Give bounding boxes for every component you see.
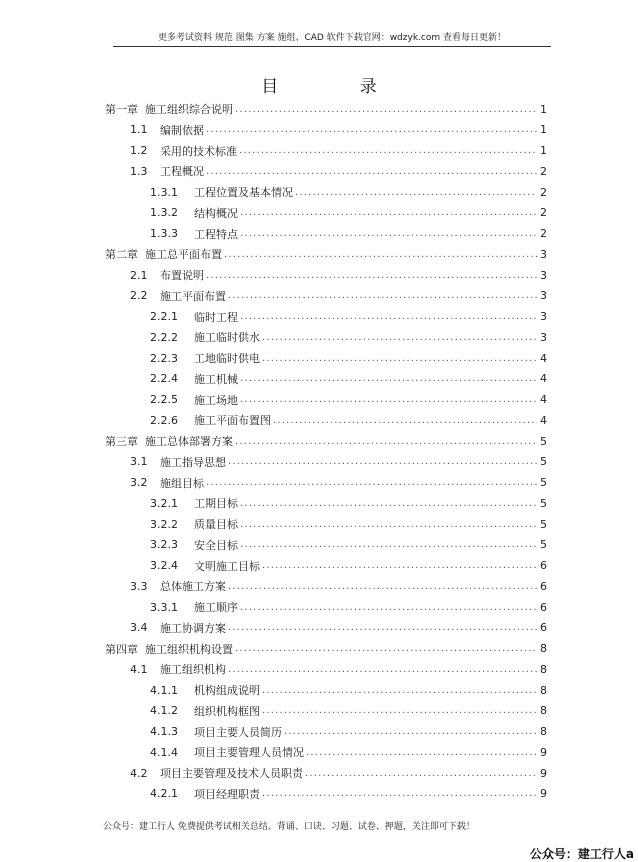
toc-leader-dots (235, 436, 537, 447)
toc-entry[interactable] (150, 224, 547, 244)
toc-entry-page: 2 (540, 227, 547, 240)
toc-leader-dots (240, 394, 537, 405)
toc-entry-page: 3 (540, 247, 547, 261)
toc-entry-page: 6 (540, 600, 547, 614)
toc-entry[interactable] (150, 784, 547, 804)
toc-entry-page: 1 (540, 102, 547, 116)
toc-entry-number: 1.3 (130, 164, 148, 178)
toc-leader-dots (206, 477, 537, 488)
toc-leader-dots (262, 353, 537, 364)
toc-leader-dots (206, 124, 537, 135)
toc-entry-title: 组织机构框图 (194, 704, 260, 718)
toc-entry[interactable] (105, 244, 547, 264)
toc-entry-number: 3.2.3 (150, 538, 178, 552)
toc-entry-number: 2.2 (130, 289, 148, 303)
toc-entry-page: 6 (540, 559, 547, 572)
toc-entry[interactable] (130, 265, 547, 285)
toc-entry-page: 6 (540, 621, 547, 635)
toc-entry-number: 2.2.3 (150, 351, 178, 365)
toc-entry-number: 4.2 (130, 766, 148, 780)
toc-entry-page: 8 (540, 662, 547, 676)
toc-entry-page: 3 (540, 289, 547, 303)
toc-entry-number: 1.2 (130, 144, 148, 157)
toc-entry-number: 3.2 (130, 476, 148, 489)
toc-entry-number: 2.2.2 (150, 330, 178, 344)
toc-entry-page: 8 (540, 725, 547, 738)
toc-entry-page: 5 (540, 455, 547, 469)
toc-entry-title: 质量目标 (194, 518, 238, 531)
toc-leader-dots (284, 726, 537, 737)
toc-entry-title: 工程特点 (194, 227, 238, 241)
toc-entry-title: 施工协调方案 (160, 621, 226, 635)
toc-entry-number: 4.1.3 (150, 725, 178, 738)
toc-entry[interactable] (130, 763, 547, 783)
toc-entry-page: 8 (540, 704, 547, 718)
toc-entry-page: 4 (540, 393, 547, 406)
toc-entry-title: 施工组织机构设置 (145, 642, 233, 656)
toc-entry-title: 布置说明 (160, 269, 204, 282)
toc-entry-title: 施组目标 (160, 476, 204, 490)
toc-leader-dots (228, 456, 537, 467)
toc-leader-dots (262, 705, 537, 716)
toc-entry-page: 8 (540, 683, 547, 697)
toc-leader-dots (206, 270, 537, 281)
toc-entry-number: 3.2.2 (150, 517, 178, 531)
toc-entry-page: 5 (540, 517, 547, 531)
toc-leader-dots (228, 581, 537, 592)
toc-entry-number: 3.2.4 (150, 559, 178, 572)
toc-entry-number: 2.1 (130, 268, 148, 282)
toc-entry-title: 施工平面布置 (160, 289, 226, 303)
toc-entry[interactable] (105, 639, 547, 659)
toc-entry[interactable] (150, 348, 547, 368)
toc-entry[interactable] (130, 161, 547, 181)
toc-entry[interactable] (150, 535, 547, 555)
toc-entry-title: 施工组织综合说明 (145, 103, 233, 116)
toc-leader-dots (273, 415, 537, 426)
toc-leader-dots (240, 602, 537, 613)
toc-entry-title: 机构组成说明 (194, 684, 260, 697)
page-footer: 公众号：建工行人 免费提供考试相关总结、背诵、口诀、习题、试卷、押题，关注即可下载！ (103, 822, 475, 832)
toc-entry[interactable] (130, 141, 547, 161)
toc-leader-dots (235, 643, 537, 654)
toc-entry-number: 3.4 (130, 621, 148, 635)
toc-entry-title: 施工总体部署方案 (145, 435, 233, 448)
toc-entry[interactable] (150, 327, 547, 347)
toc-entry[interactable] (130, 618, 547, 638)
toc-entry-title: 工程位置及基本情况 (194, 186, 293, 199)
toc-leader-dots (240, 207, 537, 218)
watermark-text: 公众号：建工行人a (529, 847, 634, 861)
toc-entry[interactable] (150, 514, 547, 534)
toc-entry-number: 2.2.1 (150, 310, 178, 323)
toc-leader-dots (262, 560, 537, 571)
toc-entry-page: 1 (540, 144, 547, 157)
toc-leader-dots (235, 104, 537, 115)
toc-leader-dots (239, 145, 537, 156)
toc-entry-page: 4 (540, 372, 547, 386)
toc-leader-dots (305, 768, 537, 779)
toc-leader-dots (240, 519, 537, 530)
toc-entry-number: 1.3.3 (150, 227, 178, 240)
toc-entry-page: 2 (540, 206, 547, 220)
toc-entry-number: 4.2.1 (150, 787, 178, 801)
toc-entry-title: 临时工程 (194, 310, 238, 324)
toc-entry-number: 1.3.1 (150, 185, 178, 199)
toc-entry-number: 2.2.6 (150, 413, 178, 427)
toc-entry-title: 工地临时供电 (194, 352, 260, 365)
toc-entry-number: 1.3.2 (150, 206, 178, 220)
toc-entry-number: 第四章 (105, 642, 138, 656)
toc-entry-title: 结构概况 (194, 206, 238, 220)
toc-leader-dots (295, 187, 537, 198)
toc-entry-title: 总体施工方案 (160, 580, 226, 594)
toc-leader-dots (240, 311, 537, 322)
toc-entry[interactable] (130, 659, 547, 679)
toc-entry-title: 项目经理职责 (194, 787, 260, 801)
toc-entry-page: 2 (540, 164, 547, 178)
toc-entry-page: 4 (540, 413, 547, 427)
toc-entry[interactable] (150, 742, 547, 762)
toc-entry-number: 4.1.4 (150, 745, 178, 759)
toc-entry[interactable] (105, 431, 547, 451)
toc-entry-number: 第二章 (105, 248, 138, 262)
toc-leader-dots (240, 228, 537, 239)
toc-entry-page: 5 (540, 434, 547, 448)
toc-entry-page: 2 (540, 185, 547, 199)
toc-entry[interactable] (105, 99, 547, 119)
toc-entry-page: 9 (540, 766, 547, 780)
toc-entry[interactable] (150, 556, 547, 576)
toc-entry-number: 4.1 (130, 662, 148, 676)
toc-entry-number: 3.3 (130, 579, 148, 593)
toc-leader-dots (224, 249, 537, 260)
toc-leader-dots (262, 788, 537, 799)
toc-entry-page: 1 (540, 123, 547, 137)
toc-leader-dots (262, 332, 537, 343)
toc-entry-page: 3 (540, 330, 547, 344)
toc-entry-number: 第三章 (105, 435, 138, 448)
toc-entry-title: 施工指导思想 (160, 455, 226, 469)
toc-entry-title: 施工顺序 (194, 601, 238, 614)
page-title: 目 录 (261, 77, 415, 97)
toc-entry[interactable] (150, 182, 547, 202)
toc-entry[interactable] (130, 120, 547, 140)
toc-entry[interactable] (150, 390, 547, 410)
toc-entry-number: 3.3.1 (150, 600, 178, 614)
toc-entry-title: 施工临时供水 (194, 331, 260, 345)
toc-entry-title: 施工组织机构 (160, 663, 226, 677)
toc-leader-dots (262, 685, 537, 696)
toc-entry-number: 第一章 (105, 103, 138, 116)
toc-entry-title: 施工场地 (194, 393, 238, 407)
toc-leader-dots (206, 166, 537, 177)
toc-leader-dots (306, 747, 537, 758)
toc-entry-page: 8 (540, 642, 547, 655)
toc-entry[interactable] (130, 286, 547, 306)
toc-entry-number: 3.1 (130, 455, 148, 469)
toc-entry[interactable] (150, 680, 547, 700)
toc-entry[interactable] (150, 203, 547, 223)
toc-leader-dots (228, 664, 537, 675)
toc-entry[interactable] (150, 597, 547, 617)
toc-entry-number: 1.1 (130, 123, 148, 137)
toc-entry[interactable] (130, 452, 547, 472)
toc-entry-page: 9 (540, 787, 547, 801)
toc-entry-title: 工期目标 (194, 497, 238, 511)
toc-entry-title: 项目主要管理及技术人员职责 (160, 767, 303, 780)
toc-entry-title: 文明施工目标 (194, 559, 260, 573)
toc-entry-title: 项目主要管理人员情况 (194, 746, 304, 760)
toc-entry[interactable] (150, 493, 547, 513)
toc-entry-page: 4 (540, 351, 547, 365)
toc-entry-title: 安全目标 (194, 538, 238, 552)
toc-entry-number: 4.1.2 (150, 704, 178, 718)
toc-entry-number: 2.2.4 (150, 372, 178, 386)
toc-entry[interactable] (150, 722, 547, 742)
toc-entry[interactable] (130, 473, 547, 493)
toc-leader-dots (228, 290, 537, 301)
toc-entry[interactable] (130, 576, 547, 596)
toc-entry[interactable] (150, 410, 547, 430)
toc-entry-title: 编制依据 (160, 123, 204, 137)
toc-entry-title: 施工总平面布置 (145, 248, 222, 262)
toc-entry-page: 5 (540, 538, 547, 552)
toc-entry-number: 4.1.1 (150, 683, 178, 697)
toc-entry-page: 9 (540, 745, 547, 759)
toc-entry-title: 施工平面布置图 (194, 414, 271, 428)
toc-entry-page: 3 (540, 268, 547, 282)
toc-entry-title: 采用的技术标准 (160, 144, 237, 158)
toc-entry-number: 2.2.5 (150, 393, 178, 406)
toc-leader-dots (240, 373, 537, 384)
toc-entry-title: 工程概况 (160, 165, 204, 179)
toc-entry-title: 施工机械 (194, 372, 238, 386)
toc-leader-dots (240, 539, 537, 550)
toc-entry-title: 项目主要人员简历 (194, 725, 282, 739)
toc-entry-page: 5 (540, 496, 547, 510)
toc-leader-dots (228, 622, 537, 633)
toc-entry-number: 3.2.1 (150, 496, 178, 510)
toc-entry-page: 5 (540, 476, 547, 489)
toc-leader-dots (240, 498, 537, 509)
header-divider (113, 46, 551, 47)
toc-entry[interactable] (150, 701, 547, 721)
toc-entry[interactable] (150, 369, 547, 389)
toc-entry-page: 6 (540, 579, 547, 593)
page-header: 更多考试资料 规范 图集 方案 施组、CAD 软件下载官网：wdzyk.com 查看每日更新！ (158, 33, 506, 43)
toc-entry[interactable] (150, 307, 547, 327)
toc-entry-page: 3 (540, 310, 547, 323)
